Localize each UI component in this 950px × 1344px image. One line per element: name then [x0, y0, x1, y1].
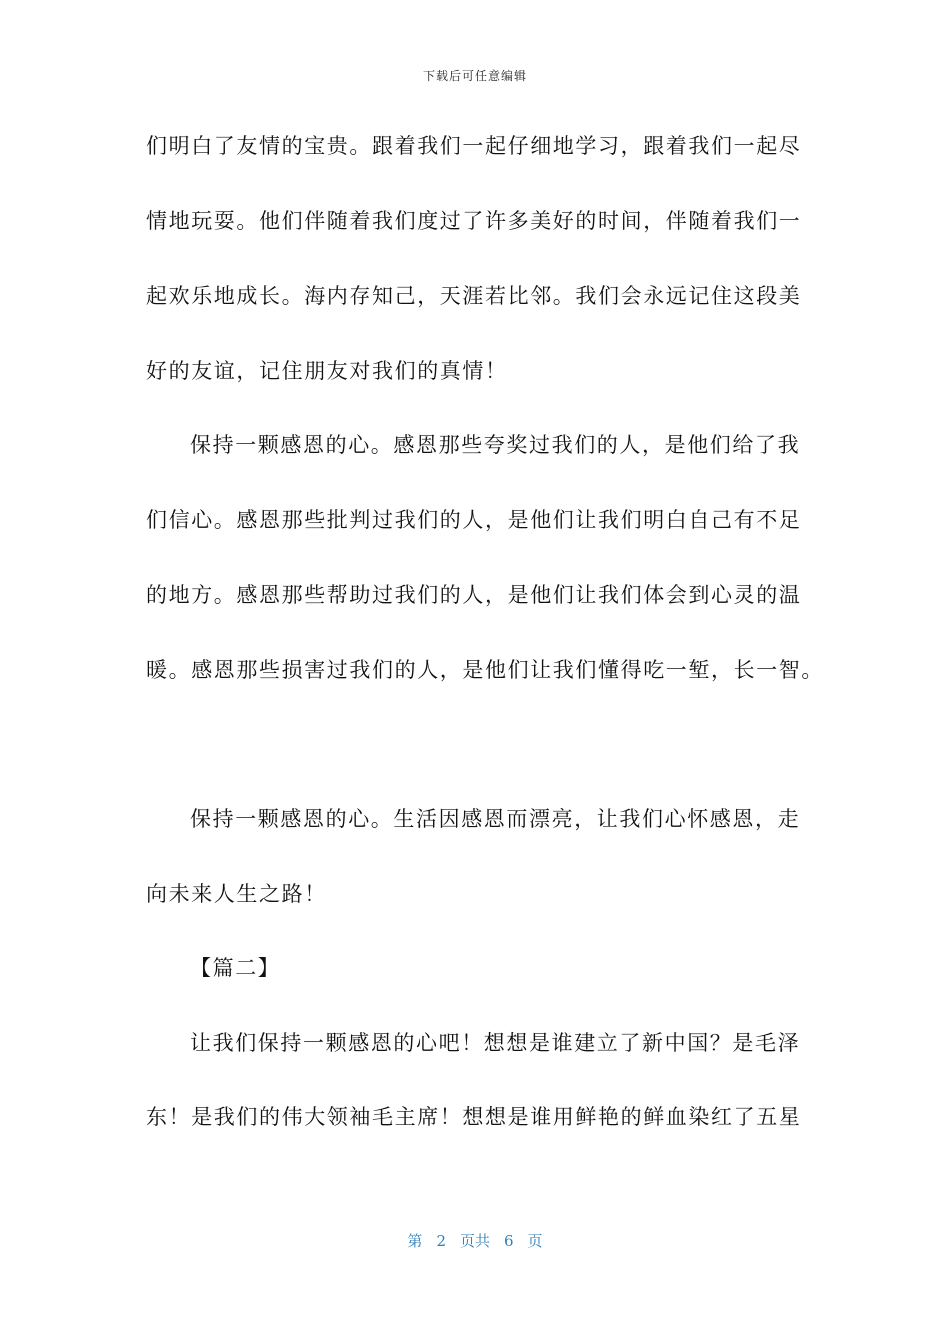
page-footer	[0, 1230, 950, 1251]
page-label: 页	[527, 1232, 543, 1250]
body-line: 们明白了友情的宝贵。跟着我们一起仔细地学习，跟着我们一起尽	[146, 134, 802, 158]
body-line: 暖。感恩那些损害过我们的人，是他们让我们懂得吃一堑，长一智。	[146, 658, 824, 682]
body-line: 的地方。感恩那些帮助过我们的人，是他们让我们体会到心灵的温	[146, 583, 802, 607]
body-line: 保持一颗感恩的心。生活因感恩而漂亮，让我们心怀感恩，走	[190, 807, 801, 831]
body-line: 保持一颗感恩的心。感恩那些夸奖过我们的人，是他们给了我	[190, 433, 801, 457]
body-line: 向未来人生之路！	[146, 882, 327, 906]
body-line: 起欢乐地成长。海内存知己，天涯若比邻。我们会永远记住这段美	[146, 284, 802, 308]
page-number: 2	[436, 1232, 446, 1250]
page-label: 第	[407, 1232, 423, 1250]
body-line: 情地玩耍。他们伴随着我们度过了许多美好的时间，伴随着我们一	[146, 209, 802, 233]
body-line: 好的友谊，记住朋友对我们的真情！	[146, 359, 508, 383]
header-note: 下载后可任意编辑	[422, 69, 527, 83]
page-label: 页共	[459, 1232, 490, 1250]
body-line: 让我们保持一颗感恩的心吧！想想是谁建立了新中国？是毛泽	[190, 1031, 801, 1055]
body-line: 们信心。感恩那些批判过我们的人，是他们让我们明白自己有不足	[146, 508, 802, 532]
section-heading: 【篇二】	[190, 956, 281, 980]
body-line: 东！是我们的伟大领袖毛主席！想想是谁用鲜艳的鲜血染红了五星	[146, 1105, 802, 1129]
total-pages: 6	[504, 1232, 514, 1250]
